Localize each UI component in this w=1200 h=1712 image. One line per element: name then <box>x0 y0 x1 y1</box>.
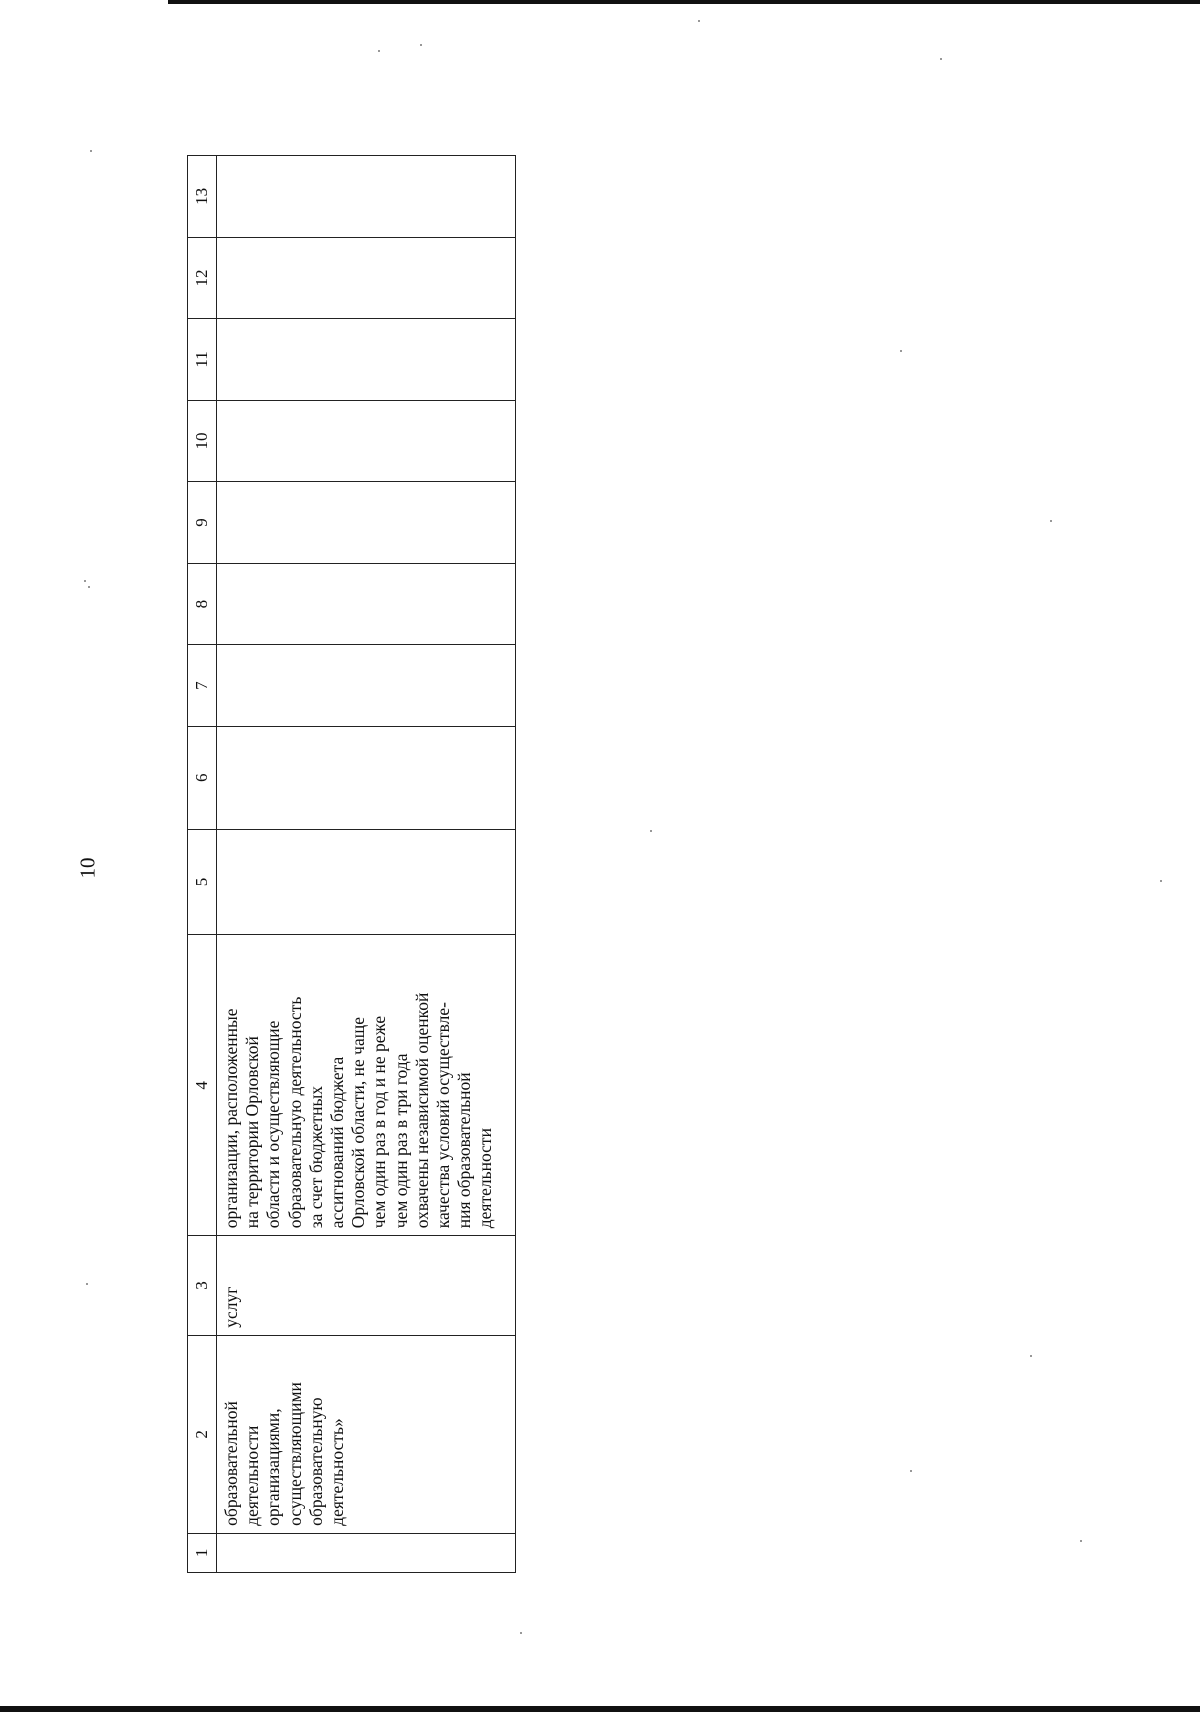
text-line: за счет бюджетных <box>305 1086 326 1229</box>
text-line: образовательную <box>305 1397 326 1526</box>
scan-edge-top <box>168 0 1200 4</box>
scan-speck <box>1080 1540 1082 1542</box>
header-cell-1: 1 <box>188 1533 217 1572</box>
scan-speck <box>90 150 92 152</box>
scan-speck <box>1160 880 1162 882</box>
cell-col11 <box>217 319 516 401</box>
text-line: организации, расположенные <box>221 1008 241 1229</box>
scan-speck <box>940 58 942 60</box>
text-line: деятельность» <box>327 1418 348 1526</box>
scan-speck <box>84 580 86 582</box>
text-line: осуществляющими <box>284 1382 305 1526</box>
header-cell-10: 10 <box>188 400 217 482</box>
cell-col2-text <box>217 1336 348 1533</box>
text-line: качества условий осуществле- <box>433 1002 454 1229</box>
header-cell-11: 11 <box>188 319 217 401</box>
header-cell-8: 8 <box>188 563 217 645</box>
scan-speck <box>88 586 90 588</box>
text-line: области и осуществляющие <box>263 1020 284 1229</box>
cell-col3 <box>217 1236 516 1336</box>
cell-col10 <box>217 400 516 482</box>
cell-col1 <box>217 1533 516 1572</box>
cell-col13 <box>217 156 516 238</box>
cell-col9 <box>217 482 516 564</box>
cell-col4-text <box>217 935 497 1235</box>
scan-speck <box>520 1632 522 1634</box>
header-cell-13: 13 <box>188 156 217 238</box>
scan-speck <box>1030 1355 1032 1357</box>
scan-speck <box>910 1470 912 1472</box>
table-row <box>217 156 516 1573</box>
text-line: охвачены независимой оценкой <box>411 992 432 1229</box>
header-cell-6: 6 <box>188 726 217 829</box>
cell-col2 <box>217 1335 516 1533</box>
header-cell-2: 2 <box>188 1335 217 1533</box>
header-cell-5: 5 <box>188 829 217 935</box>
rotated-table-wrapper <box>187 155 514 1573</box>
cell-col5 <box>217 829 516 935</box>
header-cell-3: 3 <box>188 1236 217 1336</box>
cell-col12 <box>217 237 516 319</box>
text-line: образовательной <box>221 1401 241 1526</box>
cell-col6 <box>217 726 516 829</box>
cell-col8 <box>217 563 516 645</box>
text-line: ния образовательной <box>454 1072 475 1229</box>
scan-speck <box>900 350 902 352</box>
text-line: Орловской области, не чаще <box>348 1017 369 1229</box>
header-cell-9: 9 <box>188 482 217 564</box>
header-cell-12: 12 <box>188 237 217 319</box>
text-line: чем один раз в год и не реже <box>369 1015 390 1229</box>
header-cell-4: 4 <box>188 935 217 1236</box>
cell-col4 <box>217 935 516 1236</box>
scan-speck <box>650 830 652 832</box>
header-cell-7: 7 <box>188 645 217 727</box>
scan-speck <box>378 50 380 52</box>
text-line: образовательную деятельность <box>284 996 305 1229</box>
scan-edge-bottom <box>0 1706 1200 1712</box>
page-number: 10 <box>75 857 100 879</box>
text-line: организациями, <box>263 1408 284 1526</box>
text-line: деятельности <box>242 1425 263 1526</box>
text-line: чем один раз в три года <box>390 1053 411 1229</box>
text-line: на территории Орловской <box>242 1036 263 1229</box>
cell-col3-text: услуг <box>221 1286 241 1328</box>
scan-speck <box>1050 520 1052 522</box>
text-line: деятельности <box>475 1128 496 1229</box>
scan-speck <box>420 44 422 46</box>
indicator-table <box>187 155 516 1573</box>
scan-speck <box>86 1283 88 1285</box>
text-line: ассигнований бюджета <box>327 1056 348 1229</box>
header-row <box>188 156 217 1573</box>
scan-speck <box>698 20 700 22</box>
cell-col7 <box>217 645 516 727</box>
